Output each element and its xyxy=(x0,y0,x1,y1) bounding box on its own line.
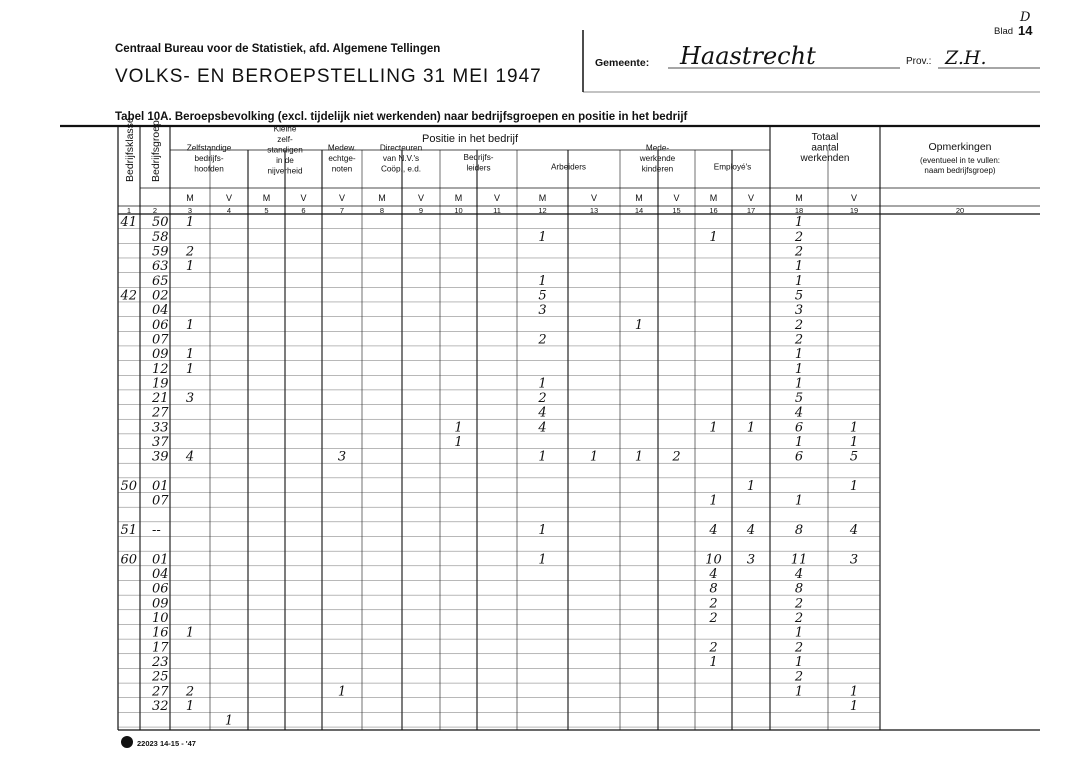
mv-label: M xyxy=(709,193,718,203)
bedrijfsgroep-value: -- xyxy=(152,523,161,538)
positie-header: Positie in het bedrijf xyxy=(422,133,518,145)
column-number: 2 xyxy=(152,206,158,215)
mv-label: V xyxy=(747,193,755,203)
bedrijfsgroep-value: 63 xyxy=(152,259,169,275)
column-number: 4 xyxy=(226,206,232,215)
bedrijfsklasse-value: 60 xyxy=(120,552,137,568)
blad-mark: D xyxy=(1020,10,1031,25)
bedrijfsgroep-value: 07 xyxy=(152,332,169,348)
group-header: kinderen xyxy=(641,164,674,174)
cell-value: 1 xyxy=(746,479,756,495)
gemeente-value: Haastrecht xyxy=(680,42,816,70)
mv-label: M xyxy=(262,193,271,203)
group-header: Bedrijfs- xyxy=(463,153,494,162)
blad-value: 14 xyxy=(1018,23,1033,38)
cell-value: 3 xyxy=(185,391,195,407)
bedrijfsgroep-value: 10 xyxy=(152,610,169,626)
cell-value: 1 xyxy=(794,215,804,231)
cell-value: 2 xyxy=(794,610,804,626)
cell-value: 1 xyxy=(538,273,547,289)
group-header: leiders xyxy=(466,163,491,173)
column-number: 19 xyxy=(849,206,859,215)
cell-value: 4 xyxy=(185,449,195,465)
bedrijfsgroep-value: 33 xyxy=(152,420,169,436)
mv-label: M xyxy=(795,193,803,203)
bedrijfsgroep-value: 02 xyxy=(152,288,169,304)
bedrijfsklasse-value: 42 xyxy=(120,288,137,304)
cell-value: 11 xyxy=(790,552,808,568)
mv-label: V xyxy=(850,193,858,203)
column-number: 8 xyxy=(379,206,385,215)
cell-value: 2 xyxy=(794,244,804,260)
bedrijfsklasse-value: 41 xyxy=(120,215,137,231)
cell-value: 1 xyxy=(794,361,804,377)
cell-value: 6 xyxy=(794,420,804,436)
bedrijfsgroep-value: 12 xyxy=(152,361,169,377)
mv-label: V xyxy=(673,193,680,203)
cell-value: 8 xyxy=(709,581,718,597)
mv-label: V xyxy=(300,193,307,203)
cell-value: 4 xyxy=(849,523,859,538)
cell-value: 1 xyxy=(709,229,718,245)
column-number: 16 xyxy=(709,206,718,215)
group-header: Employé's xyxy=(713,162,752,172)
group-header: Kleine xyxy=(273,124,297,134)
bedrijfsklasse-header: Bedrijfsklasse xyxy=(124,117,136,182)
cell-value: 3 xyxy=(794,303,804,319)
cell-value: 1 xyxy=(538,523,547,538)
cell-value: 4 xyxy=(709,523,718,538)
cell-value: 2 xyxy=(538,332,547,348)
bedrijfsgroep-value: 09 xyxy=(152,347,169,363)
cell-value: 1 xyxy=(538,229,547,245)
mv-label: V xyxy=(225,193,233,203)
cell-value: 1 xyxy=(794,654,804,670)
bureau-line: Centraal Bureau voor de Statistiek, afd. Algemene Tellingen xyxy=(115,43,441,55)
cell-value: 1 xyxy=(224,713,234,729)
column-number: 18 xyxy=(794,206,804,215)
bedrijfsgroep-value: 06 xyxy=(152,581,169,597)
bedrijfsgroep-value: 32 xyxy=(152,698,169,714)
bedrijfsgroep-value: 37 xyxy=(152,435,169,451)
printer-logo-icon xyxy=(121,736,133,748)
column-number: 1 xyxy=(126,206,132,215)
cell-value: 2 xyxy=(185,244,195,260)
cell-value: 1 xyxy=(794,273,804,289)
column-number: 3 xyxy=(187,206,193,215)
group-header: noten xyxy=(331,164,353,174)
bedrijfsgroep-value: 01 xyxy=(152,552,169,568)
cell-value: 1 xyxy=(454,435,463,451)
opmerkingen-note: (eventueel in te vullen: xyxy=(919,156,1001,165)
bedrijfsgroep-value: 27 xyxy=(152,405,169,421)
cell-value: 2 xyxy=(709,610,718,626)
cell-value: 4 xyxy=(709,566,718,582)
cell-value: 1 xyxy=(849,479,859,495)
group-header: in de xyxy=(276,156,294,165)
cell-value: 1 xyxy=(794,376,804,392)
cell-value: 2 xyxy=(185,684,195,700)
cell-value: 1 xyxy=(794,347,804,363)
bedrijfsklasse-value: 51 xyxy=(120,523,137,538)
cell-value: 1 xyxy=(185,698,195,714)
bedrijfsgroep-value: 23 xyxy=(152,654,169,670)
cell-value: 4 xyxy=(538,420,547,436)
group-header: werkenden xyxy=(800,153,850,164)
bedrijfsgroep-value: 04 xyxy=(152,566,169,582)
cell-value: 1 xyxy=(709,493,718,509)
column-number: 15 xyxy=(672,206,681,215)
group-header: bedrijfs- xyxy=(194,154,224,163)
cell-value: 1 xyxy=(746,420,756,436)
cell-value: 3 xyxy=(849,552,859,568)
cell-value: 1 xyxy=(185,259,195,275)
prov-label: Prov.: xyxy=(906,56,932,67)
column-number: 20 xyxy=(955,206,965,215)
group-header: Totaal xyxy=(811,132,839,143)
cell-value: 3 xyxy=(746,552,756,568)
prov-value: Z.H. xyxy=(945,47,987,69)
bedrijfsgroep-value: 50 xyxy=(152,215,169,231)
mv-label: M xyxy=(454,193,463,203)
bedrijfsgroep-header: Bedrijfsgroep xyxy=(150,120,162,182)
cell-value: 8 xyxy=(794,523,804,538)
cell-value: 4 xyxy=(746,523,756,538)
cell-value: 1 xyxy=(538,552,547,568)
group-header: van N.V.'s xyxy=(382,154,420,163)
cell-value: 1 xyxy=(634,449,644,465)
group-header: aantal xyxy=(811,142,839,154)
cell-value: 5 xyxy=(794,391,804,407)
cell-value: 1 xyxy=(454,420,463,436)
bedrijfsgroep-value: 01 xyxy=(152,479,169,495)
cell-value: 1 xyxy=(709,420,718,436)
bedrijfsklasse-value: 50 xyxy=(120,479,137,495)
cell-value: 1 xyxy=(849,420,859,436)
mv-label: V xyxy=(417,193,425,203)
cell-value: 1 xyxy=(185,317,195,333)
bedrijfsgroep-value: 09 xyxy=(152,596,169,612)
mv-label: M xyxy=(538,193,547,203)
bedrijfsgroep-value: 21 xyxy=(152,391,169,407)
cell-value: 1 xyxy=(185,347,195,363)
blad-label: Blad xyxy=(994,26,1014,37)
column-number: 10 xyxy=(454,206,463,215)
cell-value: 1 xyxy=(538,449,547,465)
cell-value: 1 xyxy=(538,376,547,392)
cell-value: 1 xyxy=(589,449,599,465)
bedrijfsgroep-value: 19 xyxy=(152,376,169,392)
mv-label: V xyxy=(338,193,346,203)
cell-value: 2 xyxy=(794,669,804,685)
group-header: zelf- xyxy=(277,135,293,144)
opmerkingen-header: Opmerkingen xyxy=(928,141,992,153)
column-number: 13 xyxy=(589,206,599,215)
column-number: 11 xyxy=(493,206,501,215)
column-number: 9 xyxy=(418,206,424,215)
table-title: Tabel 10A. Beroepsbevolking (excl. tijdelijk niet werkenden) naar bedrijfsgroepen en positie in het bedrijf xyxy=(115,111,688,123)
cell-value: 2 xyxy=(794,317,804,333)
column-number: 7 xyxy=(339,206,345,215)
bedrijfsgroep-value: 06 xyxy=(152,317,169,333)
cell-value: 2 xyxy=(794,640,804,656)
bedrijfsgroep-value: 58 xyxy=(152,229,169,245)
column-number: 17 xyxy=(746,206,756,215)
bedrijfsgroep-value: 16 xyxy=(152,625,169,641)
cell-value: 4 xyxy=(794,405,804,421)
mv-label: V xyxy=(590,193,598,203)
column-number: 12 xyxy=(538,206,547,215)
group-header: Coöp., e.d. xyxy=(380,164,422,174)
bedrijfsgroep-value: 07 xyxy=(152,493,169,509)
group-header: Medew. xyxy=(327,143,357,153)
cell-value: 1 xyxy=(794,435,804,451)
group-header: Mede- xyxy=(645,143,670,153)
mv-label: M xyxy=(635,193,643,203)
group-header: Directeuren xyxy=(379,143,423,153)
cell-value: 2 xyxy=(794,596,804,612)
cell-value: 1 xyxy=(849,435,859,451)
bedrijfsgroep-value: 25 xyxy=(152,669,169,685)
bedrijfsgroep-value: 59 xyxy=(152,244,169,260)
cell-value: 4 xyxy=(538,405,547,421)
cell-value: 2 xyxy=(538,391,547,407)
cell-value: 3 xyxy=(337,449,347,465)
cell-value: 2 xyxy=(709,640,718,656)
group-header: echtge- xyxy=(328,154,356,163)
cell-value: 4 xyxy=(794,566,804,582)
mv-label: V xyxy=(493,193,501,203)
cell-value: 1 xyxy=(634,317,644,333)
footer-code: 22023 14-15 - '47 xyxy=(137,739,196,748)
mv-label: M xyxy=(186,193,194,203)
bedrijfsgroep-value: 17 xyxy=(152,640,169,656)
cell-value: 5 xyxy=(538,288,547,304)
bedrijfsgroep-value: 65 xyxy=(152,273,169,289)
bedrijfsgroep-value: 04 xyxy=(152,303,169,319)
cell-value: 1 xyxy=(794,684,804,700)
group-header: Zelfstandige xyxy=(186,143,232,153)
cell-value: 1 xyxy=(185,215,195,231)
cell-value: 1 xyxy=(849,698,859,714)
cell-value: 6 xyxy=(794,449,804,465)
group-header: standigen xyxy=(267,145,303,155)
column-number: 5 xyxy=(264,206,269,215)
cell-value: 5 xyxy=(794,288,804,304)
opmerkingen-note: naam bedrijfsgroep) xyxy=(924,166,996,175)
cell-value: 1 xyxy=(794,259,804,275)
group-header: Arbeiders xyxy=(550,162,587,172)
cell-value: 2 xyxy=(709,596,718,612)
cell-value: 2 xyxy=(794,229,804,245)
cell-value: 1 xyxy=(185,625,195,641)
cell-value: 10 xyxy=(705,552,722,568)
bedrijfsgroep-value: 27 xyxy=(152,684,169,700)
column-number: 6 xyxy=(301,206,306,215)
cell-value: 1 xyxy=(849,684,859,700)
cell-value: 2 xyxy=(672,449,681,465)
cell-value: 2 xyxy=(794,332,804,348)
cell-value: 3 xyxy=(538,303,547,319)
group-header: nijverheid xyxy=(267,166,303,176)
cell-value: 1 xyxy=(337,684,347,700)
cell-value: 1 xyxy=(185,361,195,377)
cell-value: 1 xyxy=(794,493,804,509)
cell-value: 1 xyxy=(794,625,804,641)
cell-value: 8 xyxy=(794,581,804,597)
cell-value: 5 xyxy=(849,449,859,465)
mv-label: M xyxy=(378,193,386,203)
group-header: werkende xyxy=(639,154,676,163)
form-title: VOLKS- EN BEROEPSTELLING 31 MEI 1947 xyxy=(115,66,542,87)
bedrijfsgroep-value: 39 xyxy=(152,449,169,465)
cell-value: 1 xyxy=(709,654,718,670)
group-header: hoofden xyxy=(194,164,224,174)
column-number: 14 xyxy=(634,206,644,215)
gemeente-label: Gemeente: xyxy=(595,57,650,69)
